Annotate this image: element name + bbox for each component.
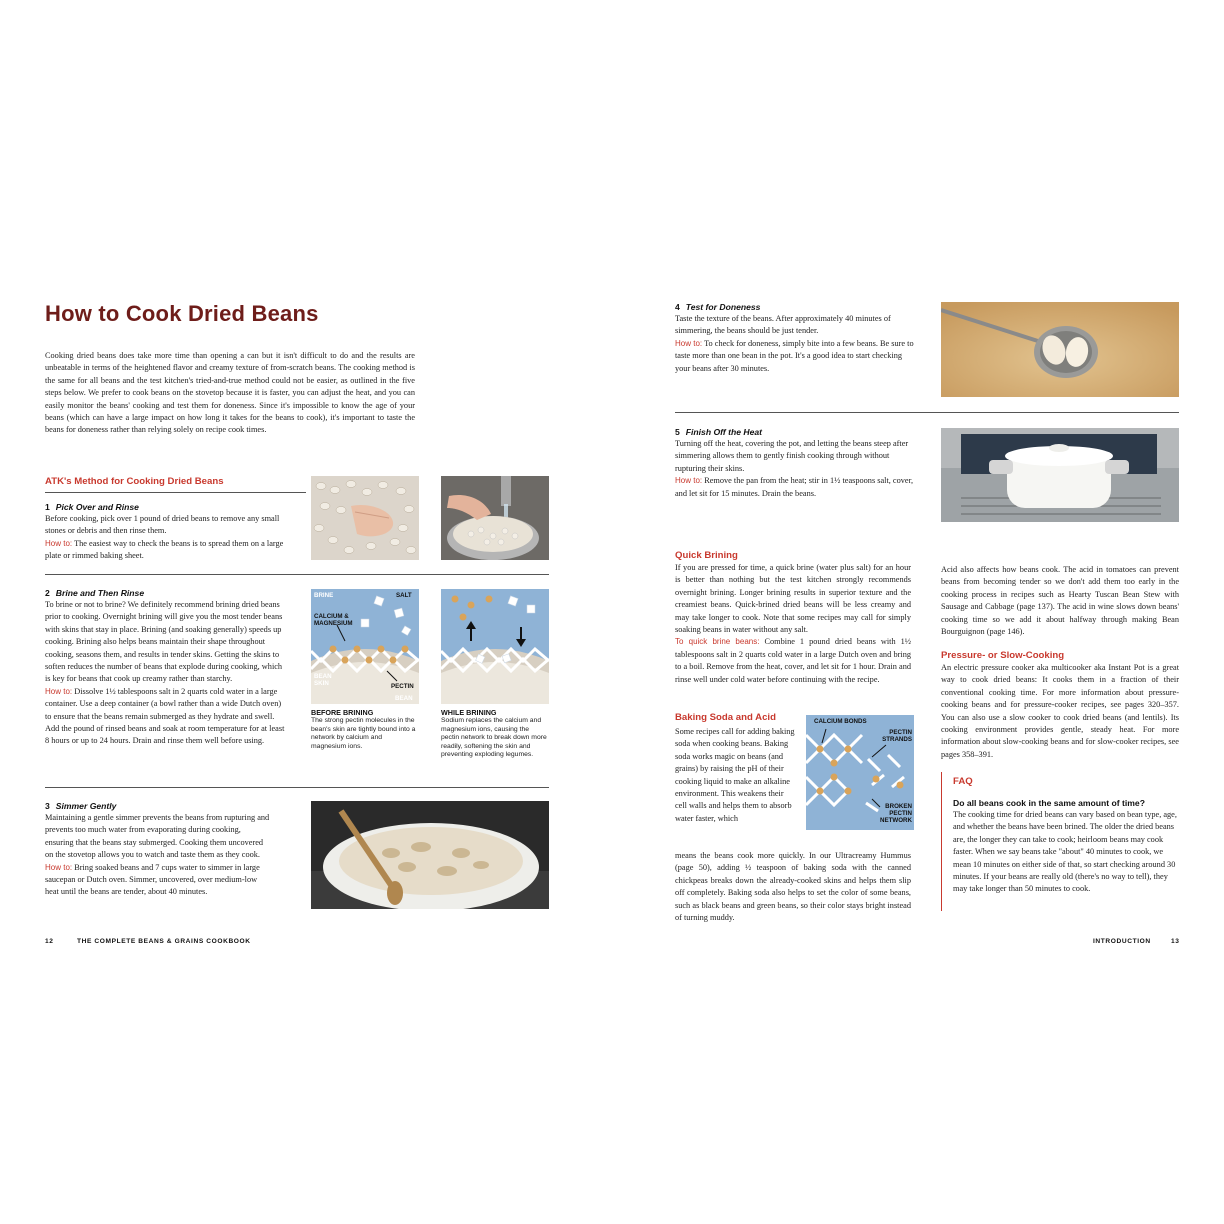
photo-spoon-beans xyxy=(941,302,1179,397)
divider xyxy=(45,492,306,493)
diagram-while-brining xyxy=(441,589,549,704)
caption-heading: BEFORE BRINING xyxy=(311,708,374,717)
howto-label: To quick brine beans: xyxy=(675,637,760,647)
faq-accent-bar xyxy=(941,772,942,911)
step-number: 2 xyxy=(45,588,50,598)
section-body: If you are pressed for time, a quick brine (water plus salt) for an hour is better than nothing but the test kitchen strongly recommends overnight brining. Longer brining results in superior texture and the creamiest beans. Quick-brined dried beans will be less creamy and may take longer to cook. Note that some recipes may call for simply soaking beans in water without any salt. xyxy=(675,563,911,635)
diagram-label-calcium: CALCIUM & MAGNESIUM xyxy=(314,613,353,627)
step-number: 1 xyxy=(45,502,50,512)
diagram-label-bean: BEAN xyxy=(395,695,413,702)
step-body: Maintaining a gentle simmer prevents the beans from rupturing and prevents too much water from evaporating during cooking, ensuring that the beans stay submerged. Cooking them uncovered on the stovetop allows you to watch and taste them as they cook. xyxy=(45,813,270,860)
howto-text: Bring soaked beans and 7 cups water to simmer in large saucepan or Dutch oven. Simmer, uncovered, over medium-low heat until the beans are tender, about 40 minutes. xyxy=(45,862,260,897)
faq-question: Do all beans cook in the same amount of time? xyxy=(953,798,1145,808)
step-title: Brine and Then Rinse xyxy=(55,588,145,598)
howto-text: To check for doneness, simply bite into a few beans. Be sure to taste more than one bean in the pot. It's a good idea to start checking your beans after 30 minutes. xyxy=(675,338,914,373)
step-body: Turning off the heat, covering the pot, and letting the beans steep after simmering allows them to gently finish cooking through without rupturing their skins. xyxy=(675,439,909,473)
method-heading: ATK's Method for Cooking Dried Beans xyxy=(45,476,224,487)
caption-text: Sodium replaces the calcium and magnesium ions, causing the pectin network to break down more readily, softening the skin and preventing exploding legumes. xyxy=(441,717,547,759)
faq-answer: The cooking time for dried beans can vary based on bean type, age, and whether the beans have been brined. The older the dried beans are, the longer they can take to cook; heirloom beans may cook faster. When we say beans take "about" 40 minutes to cook, we mean 10 minutes on either side of that, so start checking around 30 minutes. If your beans are really old (there's no way to tell), they may take longer than 50 minutes to cook. xyxy=(953,810,1177,894)
caption-heading: WHILE BRINING xyxy=(441,708,497,717)
step-number: 4 xyxy=(675,302,680,312)
step-title: Simmer Gently xyxy=(55,801,117,811)
step-4 xyxy=(675,302,915,375)
howto-text: Dissolve 1½ tablespoons salt in 2 quarts cold water in a large container. Use a deep container (a bowl rather than a wide Dutch oven) to ensure that the beans remain submerged as they hydrate and swell. Add the pound of rinsed beans and soak at room temperature for at least 8 hours or up to 24 hours. Drain and rinse them well before using. xyxy=(45,686,285,746)
photo-rinsing-beans xyxy=(441,476,549,560)
diagram-label-salt: SALT xyxy=(396,592,412,599)
step-3 xyxy=(45,801,270,899)
diagram-before-brining xyxy=(311,589,419,704)
photo-covered-pot xyxy=(941,428,1179,522)
howto-label: How to: xyxy=(675,338,703,348)
step-5 xyxy=(675,427,915,500)
step-body: To brine or not to brine? We definitely recommend brining dried beans prior to cooking. Overnight brining will give you the most tender beans with skins that stay in place. Brining (and soaking generally) speeds up cooking. Brining also helps beans maintain their shape throughout cooking, seasons them, and results in tender skins. Getting the skins to soften reduces the number of beans that explode during cooking, which is key for beans that cook up creamy rather than starchy. xyxy=(45,600,283,684)
howto-text: Combine 1 pound dried beans with 1½ tablespoons salt in 2 quarts cold water in a large Dutch oven and bring to a boil. Remove from the heat, cover, and let sit for 1 hour. Drain and rinse well under cold water before continuing with the recipe. xyxy=(675,637,911,684)
caption-while-brining xyxy=(441,708,549,760)
baking-soda-heading: Baking Soda and Acid xyxy=(675,712,776,723)
step-title: Finish Off the Heat xyxy=(685,427,763,437)
pressure-section xyxy=(941,650,1179,761)
diagram-label-brine: BRINE xyxy=(314,592,334,599)
diagram-label-pectin-strands: PECTIN STRANDS xyxy=(882,729,912,743)
baking-soda-body-wide: means the beans cook more quickly. In our Ultracreamy Hummus (page 50), adding ½ teaspoon of baking soda with the canned chickpeas breaks down the already-cooked skins and helps them slip off completely. Baking soda also helps to set the color of some beans, such as black beans and green beans, so their color stays bright instead of turning muddy. xyxy=(675,851,911,923)
faq-heading: FAQ xyxy=(953,776,973,787)
diagram-label-calcium-bonds: CALCIUM BONDS xyxy=(814,718,867,725)
baking-soda-body-narrow: Some recipes call for adding baking soda when cooking beans. Baking soda works magic on beans (and grains) by raising the pH of their cooking liquid to make an alkaline environment. This weakens their cell walls and helps them to absorb water faster, which xyxy=(675,727,795,823)
section-heading: Pressure- or Slow-Cooking xyxy=(941,650,1065,661)
divider xyxy=(45,574,549,575)
acid-paragraph: Acid also affects how beans cook. The acid in tomatoes can prevent beans from becoming tender so we don't add them too early in the cooking process in recipes such as Hearty Tuscan Bean Stew with Sausage and Cabbage (page 137). The acid in wine slows down beans' cooking time so we add it about halfway through making Bean Bourguignon (page 146). xyxy=(941,565,1179,637)
divider xyxy=(45,787,549,788)
step-2 xyxy=(45,588,285,748)
howto-label: How to: xyxy=(45,862,73,872)
page-number-right: 13 xyxy=(1171,938,1180,945)
photo-beans-on-sheet xyxy=(311,476,419,560)
page-title: How to Cook Dried Beans xyxy=(45,301,319,326)
running-footer-right: INTRODUCTION xyxy=(1093,938,1151,945)
photo-simmering-pot xyxy=(311,801,549,909)
step-title: Pick Over and Rinse xyxy=(55,502,139,512)
section-heading: Quick Brining xyxy=(675,550,738,561)
howto-text: The easiest way to check the beans is to spread them on a large plate or rimmed baking sheet. xyxy=(45,538,284,561)
section-body: An electric pressure cooker aka multicooker aka Instant Pot is a great way to cook dried beans: It cooks them in a fraction of their conventional cooking time. For more information about pressure-cooking beans and for pressure-cooker recipes, see pages 320–357. You can also use a slow cooker to cook dried beans (and lentils). Its cooking environment provides gentle, steady heat. For more information about slow-cooking beans and for slow-cooker recipes, see pages 358–391. xyxy=(941,663,1179,759)
quick-brining-section xyxy=(675,550,911,686)
howto-text: Remove the pan from the heat; stir in 1½ teaspoons salt, cover, and let sit for 15 minutes. Drain the beans. xyxy=(675,476,914,498)
howto-label: How to: xyxy=(45,686,73,696)
howto-label: How to: xyxy=(45,538,73,548)
howto-label: How to: xyxy=(675,476,703,486)
diagram-label-broken-network: BROKEN PECTIN NETWORK xyxy=(880,803,912,824)
divider xyxy=(675,412,1179,413)
caption-text: The strong pectin molecules in the bean's skin are tightly bound into a network by calcium and magnesium ions. xyxy=(311,717,416,750)
running-footer-left: THE COMPLETE BEANS & GRAINS COOKBOOK xyxy=(77,938,251,945)
diagram-broken-pectin xyxy=(806,715,914,830)
intro-paragraph: Cooking dried beans does take more time than opening a can but it isn't difficult to do and the results are unbeatable in terms of the heightened flavor and creamy texture of from-scratch beans. The cooking method is the same for all beans and the test kitchen's tried-and-true method could not be easier, as outlined in the five steps below. We prefer to cook beans on the stovetop because it is faster, you can adjust the heat, and you can easily monitor the beans' cooking and test them for doneness. Since it's impossible to know the age of your beans (which can have a large impact on how long it takes for the beans to cook), it's important to taste the beans for doneness rather than relying solely on recipe cook times. xyxy=(45,351,415,435)
step-title: Test for Doneness xyxy=(685,302,761,312)
step-number: 5 xyxy=(675,427,680,437)
step-number: 3 xyxy=(45,801,50,811)
page-number-left: 12 xyxy=(45,938,54,945)
step-1 xyxy=(45,502,285,563)
diagram-label-pectin: PECTIN xyxy=(391,683,414,690)
diagram-label-bean-skin: BEAN SKIN xyxy=(314,673,332,687)
caption-before-brining xyxy=(311,708,419,751)
step-body: Taste the texture of the beans. After approximately 40 minutes of simmering, the beans should be just tender. xyxy=(675,314,891,336)
step-body: Before cooking, pick over 1 pound of dried beans to remove any small stones or debris and then rinse them. xyxy=(45,514,280,536)
faq-section xyxy=(953,776,1179,896)
